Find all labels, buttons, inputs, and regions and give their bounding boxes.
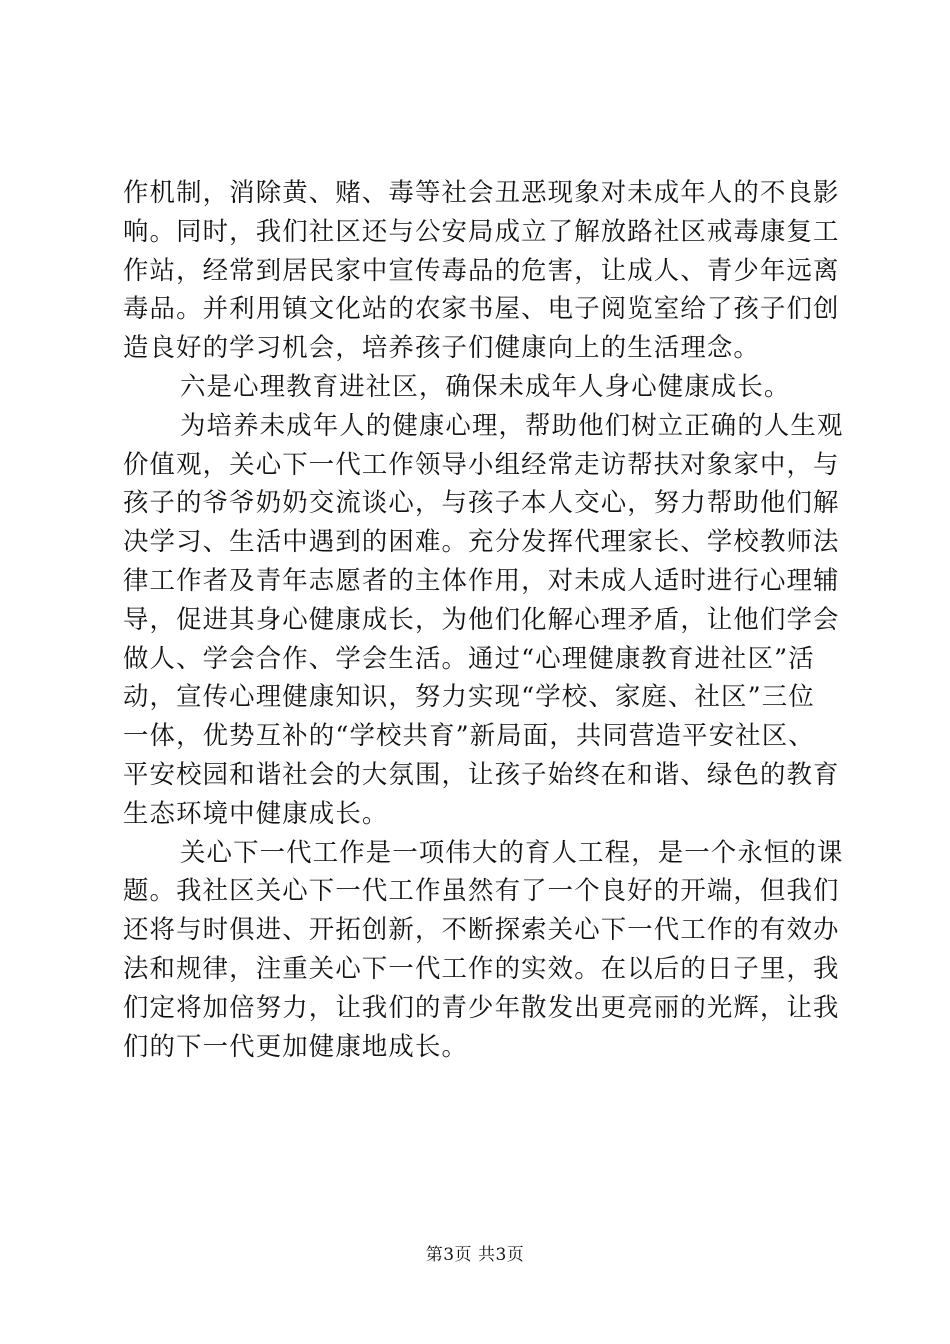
section-heading: 六是心理教育进社区，确保未成年人身心健康成长。 <box>180 370 791 401</box>
text-line: 作站，经常到居民家中宣传毒品的危害，让成人、青少年远离 <box>123 254 840 285</box>
text-line: 还将与时俱进、开拓创新，不断探索关心下一代工作的有效办 <box>123 914 840 945</box>
text-line: 造良好的学习机会，培养孩子们健康向上的生活理念。 <box>123 332 760 363</box>
text-line: 法和规律，注重关心下一代工作的实效。在以后的日子里，我 <box>123 952 840 983</box>
text-line: 平安校园和谐社会的大氛围，让孩子始终在和谐、绿色的教育 <box>123 758 840 789</box>
text-line: 毒品。并利用镇文化站的农家书屋、电子阅览室给了孩子们创 <box>123 293 840 324</box>
text-line: 做人、学会合作、学会生活。通过“心理健康教育进社区”活 <box>123 642 815 673</box>
text-line: 律工作者及青年志愿者的主体作用，对未成人适时进行心理辅 <box>123 564 840 595</box>
text-line: 决学习、生活中遇到的困难。充分发挥代理家长、学校教师法 <box>123 526 840 557</box>
page-number-footer: 第3页 共3页 <box>425 1245 525 1265</box>
text-line: 题。我社区关心下一代工作虽然有了一个良好的开端，但我们 <box>123 875 840 906</box>
text-line: 孩子的爷爷奶奶交流谈心，与孩子本人交心，努力帮助他们解 <box>123 487 840 518</box>
paragraph-start: 为培养未成年人的健康心理，帮助他们树立正确的人生观 <box>180 409 844 440</box>
text-line: 价值观，关心下一代工作领导小组经常走访帮扶对象家中，与 <box>123 448 840 479</box>
document-body <box>123 173 844 1065</box>
text-line: 一体，优势互补的“学校共育”新局面，共同营造平安社区、 <box>123 720 815 751</box>
text-line: 们定将加倍努力，让我们的青少年散发出更亮丽的光辉，让我 <box>123 991 840 1022</box>
text-line: 们的下一代更加健康地成长。 <box>123 1030 469 1061</box>
text-line: 生态环境中健康成长。 <box>123 797 389 828</box>
paragraph-start: 关心下一代工作是一项伟大的育人工程，是一个永恒的课 <box>180 836 844 867</box>
text-line: 响。同时，我们社区还与公安局成立了解放路社区戒毒康复工 <box>123 215 840 246</box>
text-line: 导，促进其身心健康成长，为他们化解心理矛盾，让他们学会 <box>123 603 840 634</box>
text-line: 动，宣传心理健康知识，努力实现“学校、家庭、社区”三位 <box>123 681 815 712</box>
text-line: 作机制，消除黄、赌、毒等社会丑恶现象对未成年人的不良影 <box>123 177 840 207</box>
